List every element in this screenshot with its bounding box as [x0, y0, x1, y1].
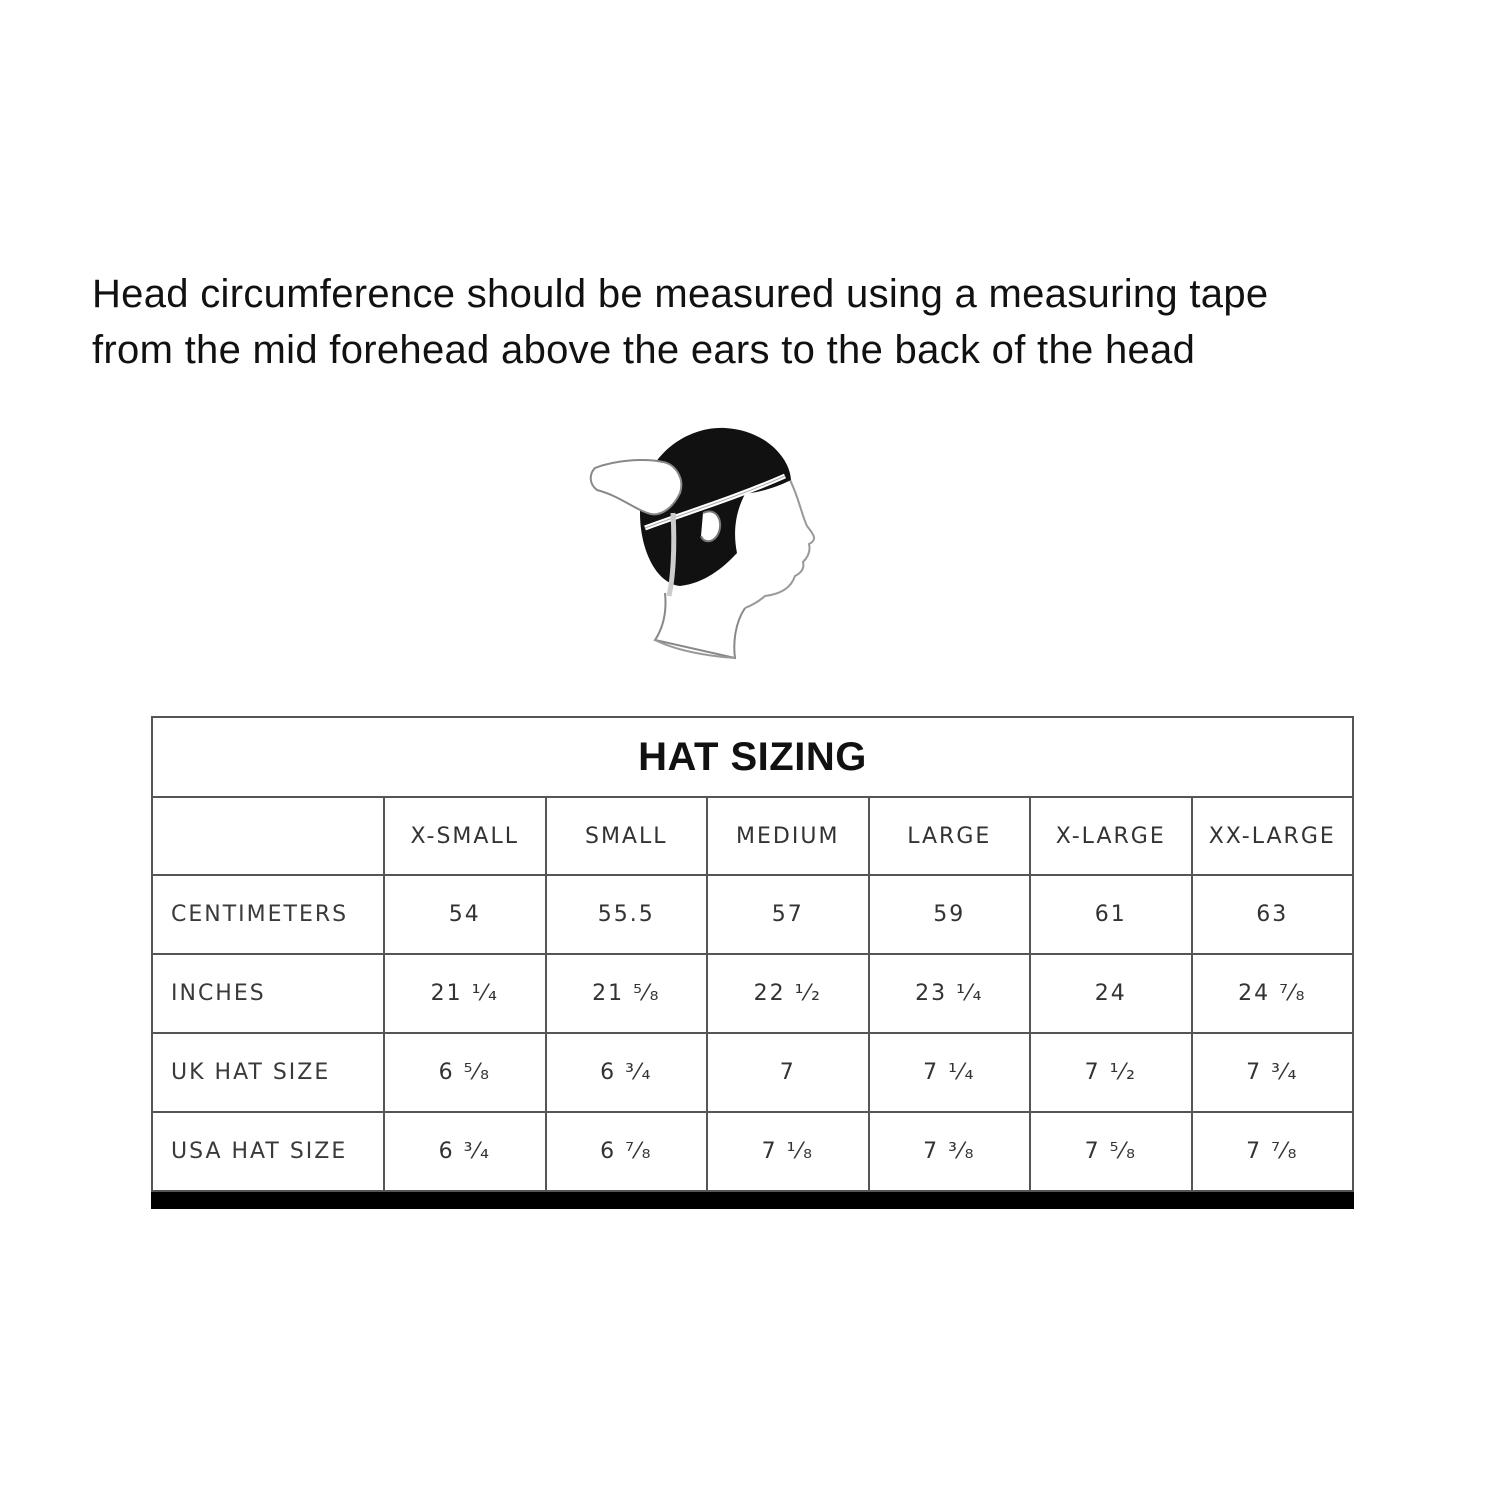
- table-row: [152, 1112, 1353, 1191]
- table-cell: 7 ¹⁄₈: [707, 1112, 869, 1191]
- table-cell: 55.5: [546, 875, 708, 954]
- header-cell-x-small: X-SMALL: [384, 797, 546, 875]
- table-bottom-bar: [151, 1192, 1354, 1209]
- table-cell: 59: [869, 875, 1031, 954]
- table-cell: 7 ³⁄₈: [869, 1112, 1031, 1191]
- header-cell-empty: [152, 797, 384, 875]
- table-cell: 6 ⁷⁄₈: [546, 1112, 708, 1191]
- table-cell: 7 ⁷⁄₈: [1192, 1112, 1354, 1191]
- row-label-usa-hat-size: USA HAT SIZE: [152, 1112, 384, 1191]
- table-cell: 7 ¹⁄₄: [869, 1033, 1031, 1112]
- row-label-centimeters: CENTIMETERS: [152, 875, 384, 954]
- table-cell: 22 ¹⁄₂: [707, 954, 869, 1033]
- table-cell: 7 ⁵⁄₈: [1030, 1112, 1192, 1191]
- table-cell: 21 ¹⁄₄: [384, 954, 546, 1033]
- table-row: [152, 1033, 1353, 1112]
- table-cell: 63: [1192, 875, 1354, 954]
- header-cell-small: SMALL: [546, 797, 708, 875]
- table-title: HAT SIZING: [152, 717, 1353, 797]
- table-cell: 6 ³⁄₄: [546, 1033, 708, 1112]
- header-cell-xx-large: XX-LARGE: [1192, 797, 1354, 875]
- table-cell: 21 ⁵⁄₈: [546, 954, 708, 1033]
- table-cell: 24 ⁷⁄₈: [1192, 954, 1354, 1033]
- table-row: [152, 954, 1353, 1033]
- head-measuring-tape-icon: [585, 418, 825, 663]
- row-label-inches: INCHES: [152, 954, 384, 1033]
- instructions-line-2: from the mid forehead above the ears to the back of the head: [92, 328, 1196, 372]
- table-cell: 7: [707, 1033, 869, 1112]
- table-cell: 7 ¹⁄₂: [1030, 1033, 1192, 1112]
- table-cell: 54: [384, 875, 546, 954]
- table-cell: 7 ³⁄₄: [1192, 1033, 1354, 1112]
- table-cell: 61: [1030, 875, 1192, 954]
- header-cell-large: LARGE: [869, 797, 1031, 875]
- table-cell: 6 ⁵⁄₈: [384, 1033, 546, 1112]
- table-row: [152, 875, 1353, 954]
- instructions-line-1: Head circumference should be measured using a measuring tape: [92, 272, 1269, 316]
- table-header-row: [152, 797, 1353, 875]
- header-cell-x-large: X-LARGE: [1030, 797, 1192, 875]
- table-cell: 23 ¹⁄₄: [869, 954, 1031, 1033]
- header-cell-medium: MEDIUM: [707, 797, 869, 875]
- table-cell: 6 ³⁄₄: [384, 1112, 546, 1191]
- table-cell: 24: [1030, 954, 1192, 1033]
- row-label-uk-hat-size: UK HAT SIZE: [152, 1033, 384, 1112]
- measuring-instructions: [92, 266, 1422, 378]
- table-cell: 57: [707, 875, 869, 954]
- hat-sizing-table: [151, 716, 1354, 1209]
